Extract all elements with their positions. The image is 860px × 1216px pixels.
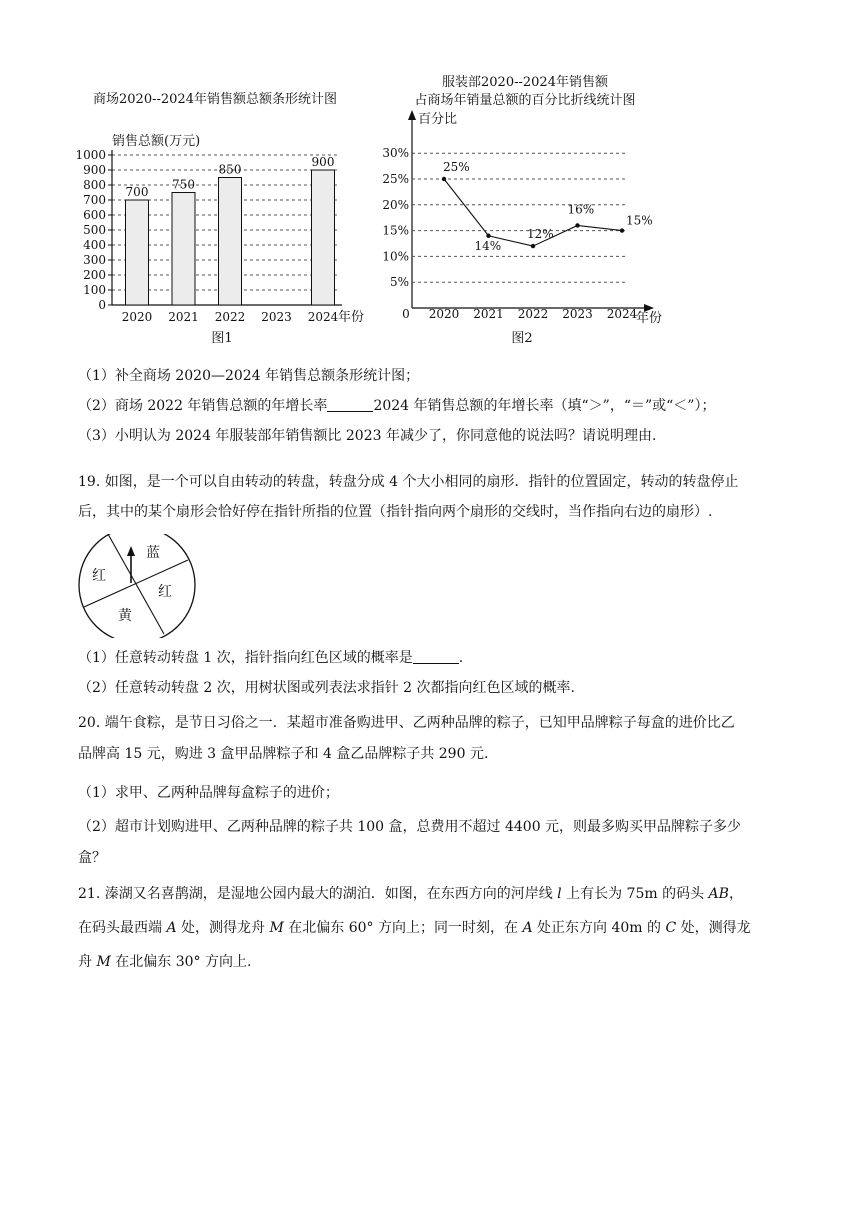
chart1-caption: 图1 (211, 331, 233, 346)
bar (126, 200, 149, 305)
q21-var-a: A (522, 920, 533, 936)
q21-text: 舟 (78, 954, 97, 970)
y-tick-label: 15% (382, 223, 409, 238)
bar (172, 193, 195, 306)
x-tick-label: 2023 (261, 310, 292, 324)
q19-part1 (78, 648, 788, 668)
bar-data-label: 850 (218, 162, 242, 177)
q21-text: 在北偏东 60° 方向上；同一时刻，在 (283, 920, 523, 936)
y-tick-label: 200 (83, 268, 106, 282)
spinner-label-red-left: 红 (92, 568, 106, 584)
q18-part1: （1）补全商场 2020—2024 年销售总额条形统计图； (78, 368, 420, 384)
q21-line3 (78, 952, 788, 972)
q21-line2 (78, 918, 788, 938)
y-tick-label: 10% (382, 249, 409, 264)
q21-text: 21. 溱湖又名喜鹊湖，是湿地公园内最大的湖泊．如图，在东西方向的河岸线 (78, 886, 558, 902)
spinner-label-red-right: 红 (158, 584, 172, 600)
line-chart-svg (370, 70, 680, 360)
q21-line1 (78, 884, 788, 904)
chart2-title-line1: 服装部2020--2024年销售额 (442, 75, 608, 90)
q19-part1-end: . (458, 650, 464, 666)
x-tick-label: 2023 (562, 307, 593, 321)
bar-chart-svg (70, 70, 370, 360)
point-data-label: 12% (527, 227, 554, 242)
chart1-title: 商场2020--2024年销售额总额条形统计图 (93, 92, 337, 107)
q21-text: 处，测得龙 (676, 920, 751, 936)
y-tick-label: 100 (83, 283, 106, 297)
y-tick-label: 5% (389, 275, 409, 290)
y-tick-label: 600 (83, 208, 106, 222)
data-point (486, 234, 490, 238)
x-tick-label: 2021 (168, 310, 199, 324)
q18-part3: （3）小明认为 2024 年服装部年销售额比 2023 年减少了，你同意他的说法吗？请说明理由. (78, 428, 657, 444)
y-tick-label: 20% (382, 197, 409, 212)
q21-var-a: A (166, 920, 177, 936)
q21-text: ， (728, 886, 743, 902)
y-tick-label: 500 (83, 223, 106, 237)
q19-part2: （2）任意转动转盘 2 次，用树状图或列表法求指针 2 次都指向红色区域的概率. (78, 680, 575, 696)
answer-blank[interactable] (413, 649, 459, 664)
bar (219, 178, 242, 306)
q19-part1-text: （1）任意转动转盘 1 次，指针指向红色区域的概率是 (78, 650, 413, 666)
y-tick-label: 900 (83, 163, 106, 177)
data-point (442, 177, 446, 181)
q18-part2-start: （2）商场 2022 年销售总额的年增长率 (78, 398, 328, 414)
q21-var-l: l (557, 886, 562, 902)
chart2-origin-label: 0 (402, 307, 410, 321)
q20-part1: （1）求甲、乙两种品牌每盒粽子的进价； (78, 785, 339, 801)
q20-stem-line2: 品牌高 15 元，购进 3 盒甲品牌粽子和 4 盒乙品牌粽子共 290 元. (78, 746, 489, 762)
x-tick-label: 2021 (473, 307, 504, 321)
chart2-caption: 图2 (511, 331, 533, 346)
bar (312, 170, 335, 305)
bar-data-label: 700 (125, 185, 149, 199)
q20-stem-line1: 20. 端午食粽，是节日习俗之一．某超市准备购进甲、乙两种品牌的粽子，已知甲品牌粽子每盒的进价比乙 (78, 715, 735, 731)
q21-text: 处正东方向 40m 的 (532, 920, 666, 936)
y-tick-label: 700 (83, 193, 106, 207)
y-tick-label: 25% (382, 172, 409, 186)
y-tick-label: 0 (98, 298, 106, 312)
x-tick-label: 2024 (606, 307, 638, 321)
bar-data-label: 750 (172, 177, 195, 192)
chart2-title-line2: 占商场年销量总额的百分比折线统计图 (414, 93, 636, 108)
chart1-xlabel: 年份 (338, 310, 365, 325)
data-point (531, 244, 535, 248)
point-data-label: 16% (567, 202, 595, 217)
q21-text: 在码头最西端 (78, 920, 167, 936)
point-data-label: 15% (626, 213, 653, 228)
answer-blank[interactable] (327, 397, 373, 412)
q21-text: 上有长为 75m 的码头 (561, 886, 709, 902)
figure-1-bar-chart (70, 70, 370, 360)
x-tick-label: 2020 (121, 310, 153, 324)
q19-stem-line2: 后，其中的某个扇形会恰好停在指针所指的位置（指针指向两个扇形的交线时，当作指向右边的扇形）. (78, 504, 713, 520)
y-tick-label: 400 (83, 238, 106, 252)
x-tick-label: 2024 (307, 310, 339, 324)
q21-var-c: C (665, 920, 677, 936)
q18-part2 (78, 396, 788, 416)
chart2-xlabel: 年份 (636, 311, 663, 326)
chart1-ylabel: 销售总额(万元) (112, 134, 201, 149)
y-tick-label: 1000 (75, 148, 106, 162)
q20-part2-line2: 盒？ (78, 850, 106, 866)
x-tick-label: 2022 (214, 310, 246, 324)
spinner-svg (76, 534, 200, 638)
point-data-label: 14% (474, 238, 502, 253)
x-tick-label: 2022 (517, 307, 549, 321)
y-axis-arrow-icon (408, 110, 416, 120)
data-point (620, 228, 624, 232)
bar-data-label: 900 (311, 155, 335, 169)
spinner-label-blue: 蓝 (146, 545, 160, 561)
x-tick-label: 2020 (428, 307, 460, 321)
q21-var-m: M (269, 920, 284, 936)
pointer-arrowhead-icon (127, 546, 135, 556)
q21-text: 处，测得龙舟 (176, 920, 270, 936)
q21-var-m: M (96, 954, 111, 970)
y-tick-label: 30% (382, 146, 409, 161)
y-tick-label: 300 (83, 253, 106, 267)
q20-part2-line1: （2）超市计划购进甲、乙两种品牌的粽子共 100 盒，总费用不超过 4400 元，则最多购买甲品牌粽子多少 (78, 819, 742, 835)
spinner-diagram (76, 534, 200, 638)
chart2-ylabel: 百分比 (418, 112, 458, 127)
figure-2-line-chart (370, 70, 680, 360)
spinner-label-yellow: 黄 (118, 608, 132, 624)
q21-text: 在北偏东 30° 方向上. (110, 954, 252, 970)
data-point (575, 223, 579, 227)
q19-stem-line1: 19. 如图，是一个可以自由转动的转盘，转盘分成 4 个大小相同的扇形．指针的位置固定，转动的转盘停止 (78, 474, 739, 490)
q18-part2-end: 2024 年销售总额的年增长率（填“＞”，“＝”或“＜”）； (373, 398, 716, 414)
point-data-label: 25% (443, 160, 470, 174)
q21-var-ab: AB (708, 886, 729, 902)
y-tick-label: 800 (83, 178, 106, 192)
